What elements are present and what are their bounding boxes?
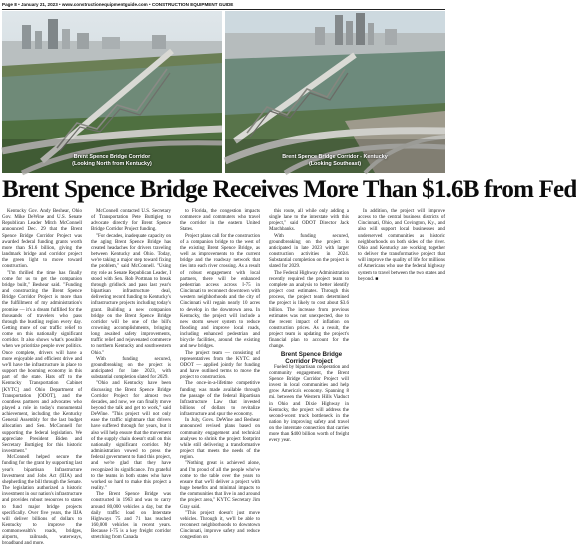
article-paragraph: this route, all while only adding a single lane to the interstate with this project," said ODOT Director Jack Marchbanks.: [269, 209, 349, 233]
article-paragraph: "I'm thrilled the time has finally come for us to get the companion bridge built," Beshear said. "Funding and constructing the Brent Spence Bridge Corridor Project is more than the fulfillment of my administration's promise — it's a dream fulfilled for the thousands of travelers who pass through the bustling region every day. Getting more of our traffic relief to come on this nationally significant corridor. It also shows what's possible when we prioritize people over politics. Once complete, drivers will have a more enjoyable and efficient drive and we'll have the infrastructure in place to support the booming economy in this part of the state. Hats off to the Kentucky Transportation Cabinet [KYTC] and Ohio Department of Transportation [ODOT], and the countless partners and advocates who played a role in today's monumental achievement, including the Kentucky General Assembly for the last budget allocation and Sen. McConnell for supporting the federal legislation. We appreciate President Biden and Secretary Buttigieg for this historic investment.": [2, 270, 82, 455]
article-paragraph: Project plans call for the construction of a companion bridge to the west of the existing Brent Spence Bridge, as well as improvements to the current bridge and the roadway network that ties into each river crossing. As a result of robust engagement with local partners, there will be enhanced pedestrian access across I-75 in Cincinnati to reconnect downtown with western neighborhoods and the city of Cincinnati will regain nearly 10 acres to develop in the downtown area. In Kentucky, the project will include a new storm sewer system to reduce flooding and improve local roads, including enhanced pedestrian and bicycle facilities, around the existing and new bridges.: [180, 233, 260, 350]
article-paragraph: Fueled by bipartisan cooperation and community engagement, the Brent Spence Bridge Corridor Project will invest in local communities and help grow America's economy. Spanning 8 mi. between the Western Hills Viaduct in Ohio and Dixie Highway in Kentucky, the project will address the second-worst truck bottleneck in the nation by improving safety and travel on the interstate connection that carries more than $400 billion worth of freight every year.: [269, 364, 349, 444]
article-column-1: [2, 209, 82, 547]
article-column-5: [358, 209, 445, 477]
photo-bridge-southeast-image: [225, 11, 445, 173]
article-paragraph: "This project doesn't just move vehicles. Through it, we'll be able to reconnect neighborhoods to downtown Cincinnati, improve safety and reduce congestion on: [180, 510, 260, 541]
page-header: [2, 1, 445, 8]
article-paragraph: Kentucky Gov. Andy Beshear, Ohio Gov. Mike DeWine and U.S. Senate Republican Leader Mitch McConnell announced Dec. 29 that the Brent Spence Bridge Corridor Project was awarded federal funding grants worth more than $1.6 billion, giving the landmark bridge and corridor project the green light to move toward construction.: [2, 209, 82, 270]
article-column-4: [269, 209, 349, 477]
photo-caption-right: [225, 154, 445, 167]
article-paragraph: In July, Govs. DeWine and Beshear announced revised plans based on community engagement and technical analyses to shrink the project footprint while still delivering a transformative project that meets the needs of the region.: [180, 418, 260, 461]
caption-line: Brent Spence Bridge Corridor - Kentucky: [282, 154, 388, 161]
article-paragraph: With funding secured, groundbreaking on the project is anticipated for late 2023, with substantial completion slated for 2029.: [91, 356, 171, 381]
article-headline: Brent Spence Bridge Receives More Than $1.6B from Fed: [2, 176, 576, 203]
article-paragraph: to Florida, the congestion impacts commerce and commuters who travel the corridor in the eastern United States.: [180, 209, 260, 233]
photo-bridge-southeast: [225, 11, 445, 173]
caption-line: Brent Spence Bridge Corridor: [73, 154, 151, 161]
article-paragraph: The once-in-a-lifetime competitive funding was made available through the passage of the federal Bipartisan Infrastructure Law that invested billions of dollars to revitalize infrastructure and spur the economy.: [180, 381, 260, 418]
caption-line: (Looking Southeast): [308, 160, 362, 167]
header-divider: [2, 9, 445, 10]
caption-line: (Looking North from Kentucky): [72, 160, 152, 167]
header-text: Page 8 • January 21, 2023 • www.constructionequipmentguide.com • CONSTRUCTION EQUIPMENT GUIDE: [2, 2, 234, 7]
photo-caption-left: [2, 154, 222, 167]
article-paragraph: In addition, the project will improve access to the central business districts of Cincinnati, Ohio, and Covington, Ky., and also will support local businesses and underserved communities as historic neighborhoods on both sides of the river. Ohio and Kentucky are working together to deliver the transformative project that will improve the quality of life for millions of Americans who use the federal highway system to travel between the two states and beyond. ■: [358, 209, 445, 282]
article-column-2: [91, 209, 171, 541]
article-paragraph: The Brent Spence Bridge was constructed in 1963 and was to carry around 80,000 vehicles a day, but the daily traffic load on Interstate Highways 75 and 71 has reached 160,000 vehicles in recent years. Because I-75 is a key freight corridor stretching from Canada: [91, 492, 171, 541]
article-paragraph: McConnell contacted U.S. Secretary of Transportation Pete Buttigieg to advocate directly for Brent Spence Bridge Corridor Project funding.: [91, 209, 171, 233]
article-column-3: [180, 209, 260, 541]
photo-bridge-north-image: [2, 11, 222, 173]
photo-bridge-north: [2, 11, 222, 173]
article-paragraph: McConnell helped secure the funding for the grant by supporting last year's bipartisan Infrastructure Investment and Jobs Act (IIJA) and shepherding the bill through the Senate. The legislation authorized a historic investment in our nation's infrastructure and provides robust resources to states to fund major bridge projects specifically. Over five years, the IIJA will deliver billions of dollars to Kentucky to improve the commonwealth's roads, bridges, airports, railroads, waterways, broadband and more.: [2, 455, 82, 547]
article-paragraph: "Ohio and Kentucky have been discussing the Brent Spence Bridge Corridor Project for almost two decades, and now, we can finally move beyond the talk and get to work," said DeWine. "This project will not only ease the traffic nightmare that drivers have suffered through for years, but it also will help ensure that the movement of the supply chain doesn't stall on this nationally significant corridor. My administration vowed to press the federal government to fund this project, and we're glad that they have recognized its significance. I'm grateful to the teams in both states who have worked so hard to make this project a reality.": [91, 381, 171, 492]
article-paragraph: "Nothing great is achieved alone, and I'm proud of all the people who've come to the table over the years to ensure that we'll deliver a project with huge benefits and minimal impacts to the communities that live in and around the project area," KYTC Secretary Jim Gray said.: [180, 461, 260, 510]
article-paragraph: The Federal Highway Administration recently required the project team to complete an analysis to better identify project cost estimates. Through this process, the project team determined the project is likely to cost about $3.6 billion. The increase from previous estimates was not unexpected, due to the recent impact of inflation on construction prices. As a result, the project team is updating the project's financial plan to account for the change.: [269, 270, 349, 350]
article-paragraph: "For decades, inadequate capacity on the aging Brent Spence Bridge has created headaches for drivers traveling between Kentucky and Ohio. Today, we're taking a major step toward fixing the problem," said McConnell. "Using my role as Senate Republican Leader, I stood with Sen. Rob Portman to break through gridlock and pass last year's bipartisan infrastructure deal, delivering record funding to Kentucky's infrastructure projects including today's grant. Building a new companion bridge on the Brent Spence Bridge corridor will be one of the bill's crowning accomplishments, bringing long awaited safety improvements, traffic relief and rejuvenated commerce to northern Kentucky and southwestern Ohio.": [91, 233, 171, 356]
article-paragraph: With funding secured, groundbreaking on the project is anticipated in late 2023 with larger construction activities in 2024. Substantial completion on the project is slated for 2029.: [269, 233, 349, 270]
article-paragraph: The project team — consisting of representatives from the KYTC and ODOT — applied jointly for funding and have outlined terms to move the project to construction.: [180, 350, 260, 381]
section-subhead: Brent Spence Bridge Corridor Project: [280, 350, 343, 365]
